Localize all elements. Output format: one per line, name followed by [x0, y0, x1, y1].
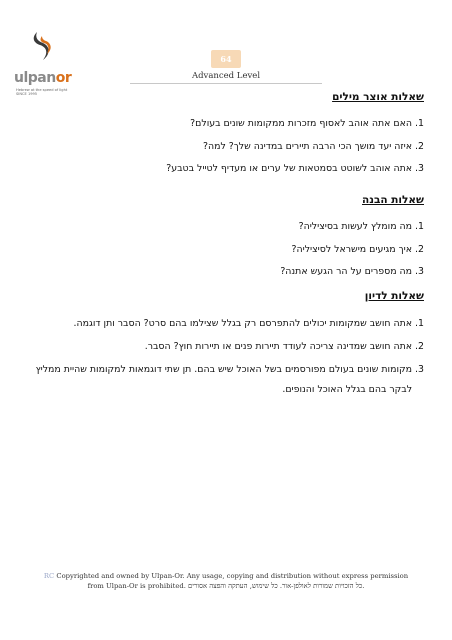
logo-word-accent: or [55, 70, 72, 86]
item-number: 1. [415, 221, 424, 232]
item-number: 1. [415, 118, 424, 129]
item-number: 1. [415, 318, 424, 329]
comprehension-questions-section [20, 194, 424, 286]
list-item [20, 314, 424, 334]
item-text: האם אתה אוהב לאסוף מזכרות ממקומות שונים בעולם? [190, 118, 413, 129]
vocabulary-questions-section [20, 91, 424, 183]
item-number: 3. [415, 364, 424, 375]
copyright-footer [0, 572, 452, 591]
item-text: אתה אוהב לשוטט בסמטאות של ערים או מעדיף לטייל בטבע? [166, 163, 413, 174]
list-item [20, 218, 424, 236]
list-item [20, 360, 424, 400]
list-item [20, 241, 424, 259]
item-number: 3. [415, 266, 424, 277]
item-number: 2. [415, 243, 424, 255]
list-item [20, 160, 424, 178]
list-item [20, 263, 424, 281]
flame-swirl-icon [28, 30, 54, 64]
section-heading: שאלות הבנה [362, 194, 424, 206]
item-text: מה מספרים על הר הגעש אתנה? [280, 266, 413, 277]
item-text: איזה יעד מושך הכי הרבה תיירים במדינה שלך? למה? [203, 140, 413, 152]
discussion-questions-section [20, 290, 424, 403]
header-divider [130, 83, 322, 84]
question-list [20, 218, 424, 281]
footer-line-1 [0, 572, 452, 582]
item-text: אתה חושב שמקומות יכולים להתפרסם רק בגלל שצילמו בהם סרט? הסבר ותן דוגמה. [73, 318, 413, 329]
list-item [20, 337, 424, 357]
item-text: מה מומלץ לעשות בסיציליה? [298, 221, 413, 232]
question-list [20, 115, 424, 178]
list-item [20, 138, 424, 156]
logo-since: SINCE 1995 [16, 92, 38, 97]
item-text: איך מגיעים מישראל לסיציליה? [291, 243, 413, 255]
item-text: מקומות שונים בעולם מפורסמים בשל האוכל שיש בהם. תן שתי דוגמאות למקומות שהיית ממליץ לבקר בהם בגלל האוכל והנופים. [35, 364, 413, 395]
footer-rc-mark: RC [43, 572, 55, 580]
section-heading: שאלות לדיון [364, 290, 424, 302]
list-item [20, 115, 424, 133]
logo-word-main: ulpan [14, 70, 56, 86]
item-number: 2. [415, 341, 424, 352]
level-label: Advanced Level [191, 71, 261, 81]
page-number-badge: 64 [211, 50, 241, 68]
item-number: 3. [415, 163, 424, 174]
item-text: אתה חושב שמדינה צריכה לעודד תיירות פנים או תיירות חוץ? הסבר. [144, 341, 413, 352]
section-heading: שאלות אוצר מילים [332, 91, 424, 103]
logo-tagline-text: Hebrew at the speed of light [16, 88, 68, 92]
ulpan-or-logo [10, 30, 70, 100]
question-list [20, 314, 424, 400]
footer-line-1-text: Copyrighted and owned by Ulpan-Or. Any usage, copying and distribution without express permission [56, 572, 409, 580]
footer-line-2: from Ulpan-Or is prohibited. כל הזכויות שמורות לאולפן-אור. כל שימוש, העתקה והפצה אסורים. [87, 581, 365, 590]
item-number: 2. [415, 140, 424, 152]
